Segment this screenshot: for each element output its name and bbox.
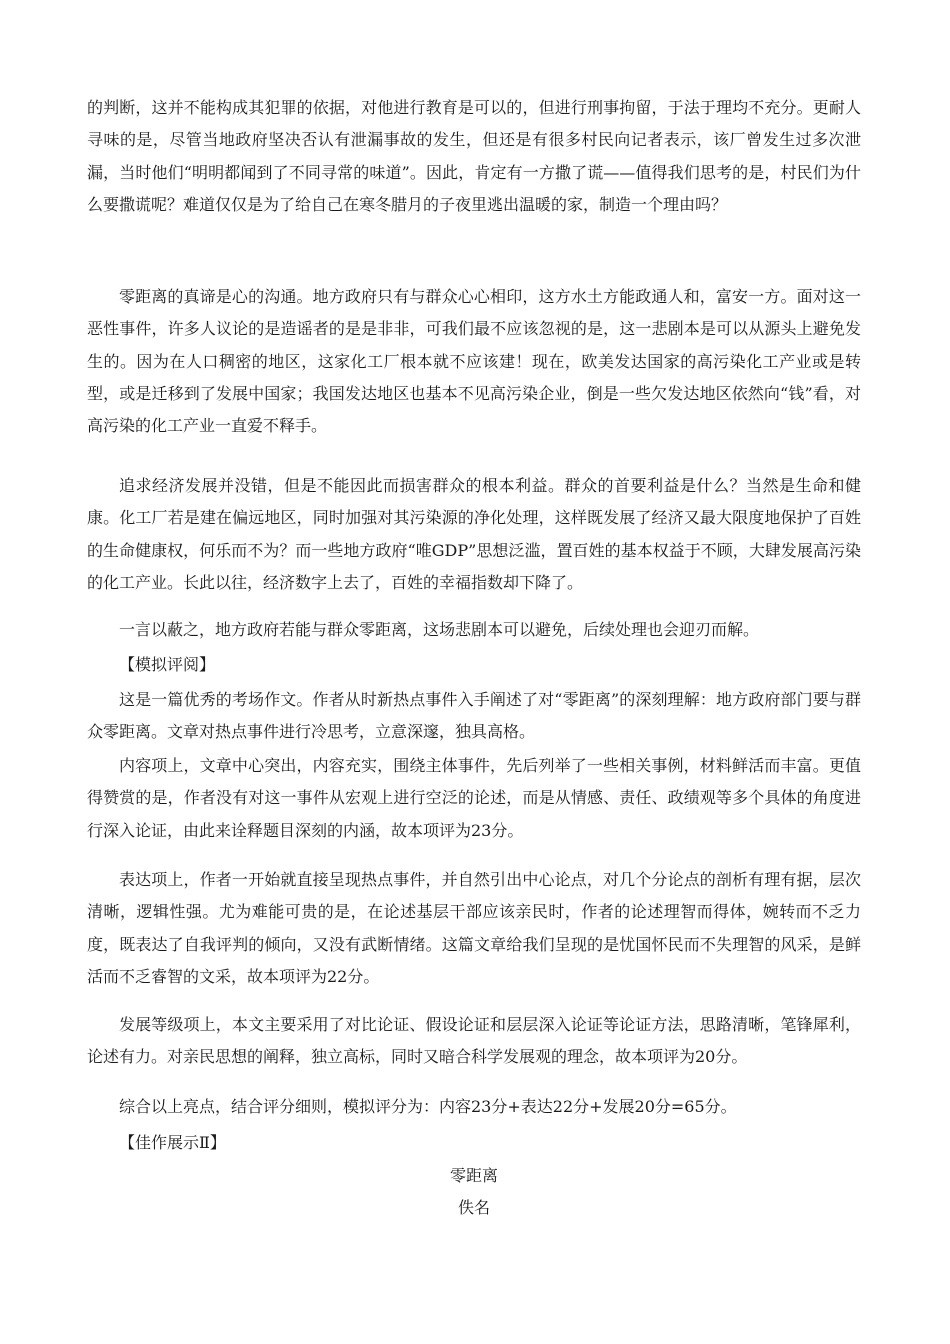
paragraph-zero-distance-essence: 零距离的真谛是心的沟通。地方政府只有与群众心心相印，这方水土方能政通人和，富安一方。面对这一恶性事件，许多人议论的是造谣者的是是非非，可我们最不应该忽视的是，这一悲剧本是可以从源头上避免发生的。因为在人口稠密的地区，这家化工厂根本就不应该建！现在，欧美发达国家的高污染化工产业或是转型，或是迁移到了发展中国家；我国发达地区也基本不见高污染企业，倒是一些欠发达地区依然向“钱”看，对高污染的化工产业一直爱不释手。: [87, 287, 861, 436]
essay-author: 佚名: [457, 1198, 490, 1217]
paragraph-content-score: 内容项上，文章中心突出，内容充实，围绕主体事件，先后列举了一些相关事例，材料鲜活而丰富。更值得赞赏的是，作者没有对这一事件从宏观上进行空泛的论述，而是从情感、责任、政绩观等多个具体的角度进行深入论证，由此来诠释题目深刻的内涵，故本项评为23分。: [87, 756, 861, 840]
paragraph-conclusion: 一言以蔽之，地方政府若能与群众零距离，这场悲剧本可以避免，后续处理也会迎刃而解。: [119, 620, 760, 639]
paragraph-review-intro: 这是一篇优秀的考场作文。作者从时新热点事件入手阐述了对“零距离”的深刻理解：地方政府部门要与群众零距离。文章对热点事件进行冷思考，立意深邃，独具高格。: [87, 690, 861, 742]
essay-title: 零距离: [449, 1166, 498, 1185]
paragraph-expression-score: 表达项上，作者一开始就直接呈现热点事件，并自然引出中心论点，对几个分论点的剖析有理有据，层次清晰，逻辑性强。尤为难能可贵的是，在论述基层干部应该亲民时，作者的论述理智而得体，婉转而不乏力度，既表达了自我评判的倾向，又没有武断情绪。这篇文章给我们呈现的是忧国怀民而不失理智的风采，是鲜活而不乏睿智的文采，故本项评为22分。: [87, 870, 861, 986]
section-heading-excellent-essay: 【佳作展示Ⅱ】: [119, 1133, 226, 1152]
paragraph-total-score: 综合以上亮点，结合评分细则，模拟评分为：内容23分+表达22分+发展20分=65分。: [119, 1097, 737, 1116]
paragraph-economic-development: 追求经济发展并没错，但是不能因此而损害群众的根本利益。群众的首要利益是什么？当然是生命和健康。化工厂若是建在偏远地区，同时加强对其污染源的净化处理，这样既发展了经济又最大限度地保护了百姓的生命健康权，何乐而不为？而一些地方政府“唯GDP”思想泛滥，置百姓的基本权益于不顾，大肆发展高污染的化工产业。长此以往，经济数字上去了，百姓的幸福指数却下降了。: [87, 476, 861, 592]
paragraph-continuation: 的判断，这并不能构成其犯罪的依据，对他进行教育是可以的，但进行刑事拘留，于法于理均不充分。更耐人寻味的是，尽管当地政府坚决否认有泄漏事故的发生，但还是有很多村民向记者表示，该厂曾发生过多次泄漏，当时他们“明明都闻到了不同寻常的味道”。因此，肯定有一方撒了谎——值得我们思考的是，村民们为什么要撒谎呢？难道仅仅是为了给自己在寒冬腊月的子夜里逃出温暖的家，制造一个理由吗？: [87, 98, 861, 214]
paragraph-development-score: 发展等级项上，本文主要采用了对比论证、假设论证和层层深入论证等论证方法，思路清晰，笔锋犀利，论述有力。对亲民思想的阐释，独立高标，同时又暗合科学发展观的理念，故本项评为20分。: [87, 1015, 861, 1067]
section-heading-simulated-review: 【模拟评阅】: [119, 655, 216, 674]
